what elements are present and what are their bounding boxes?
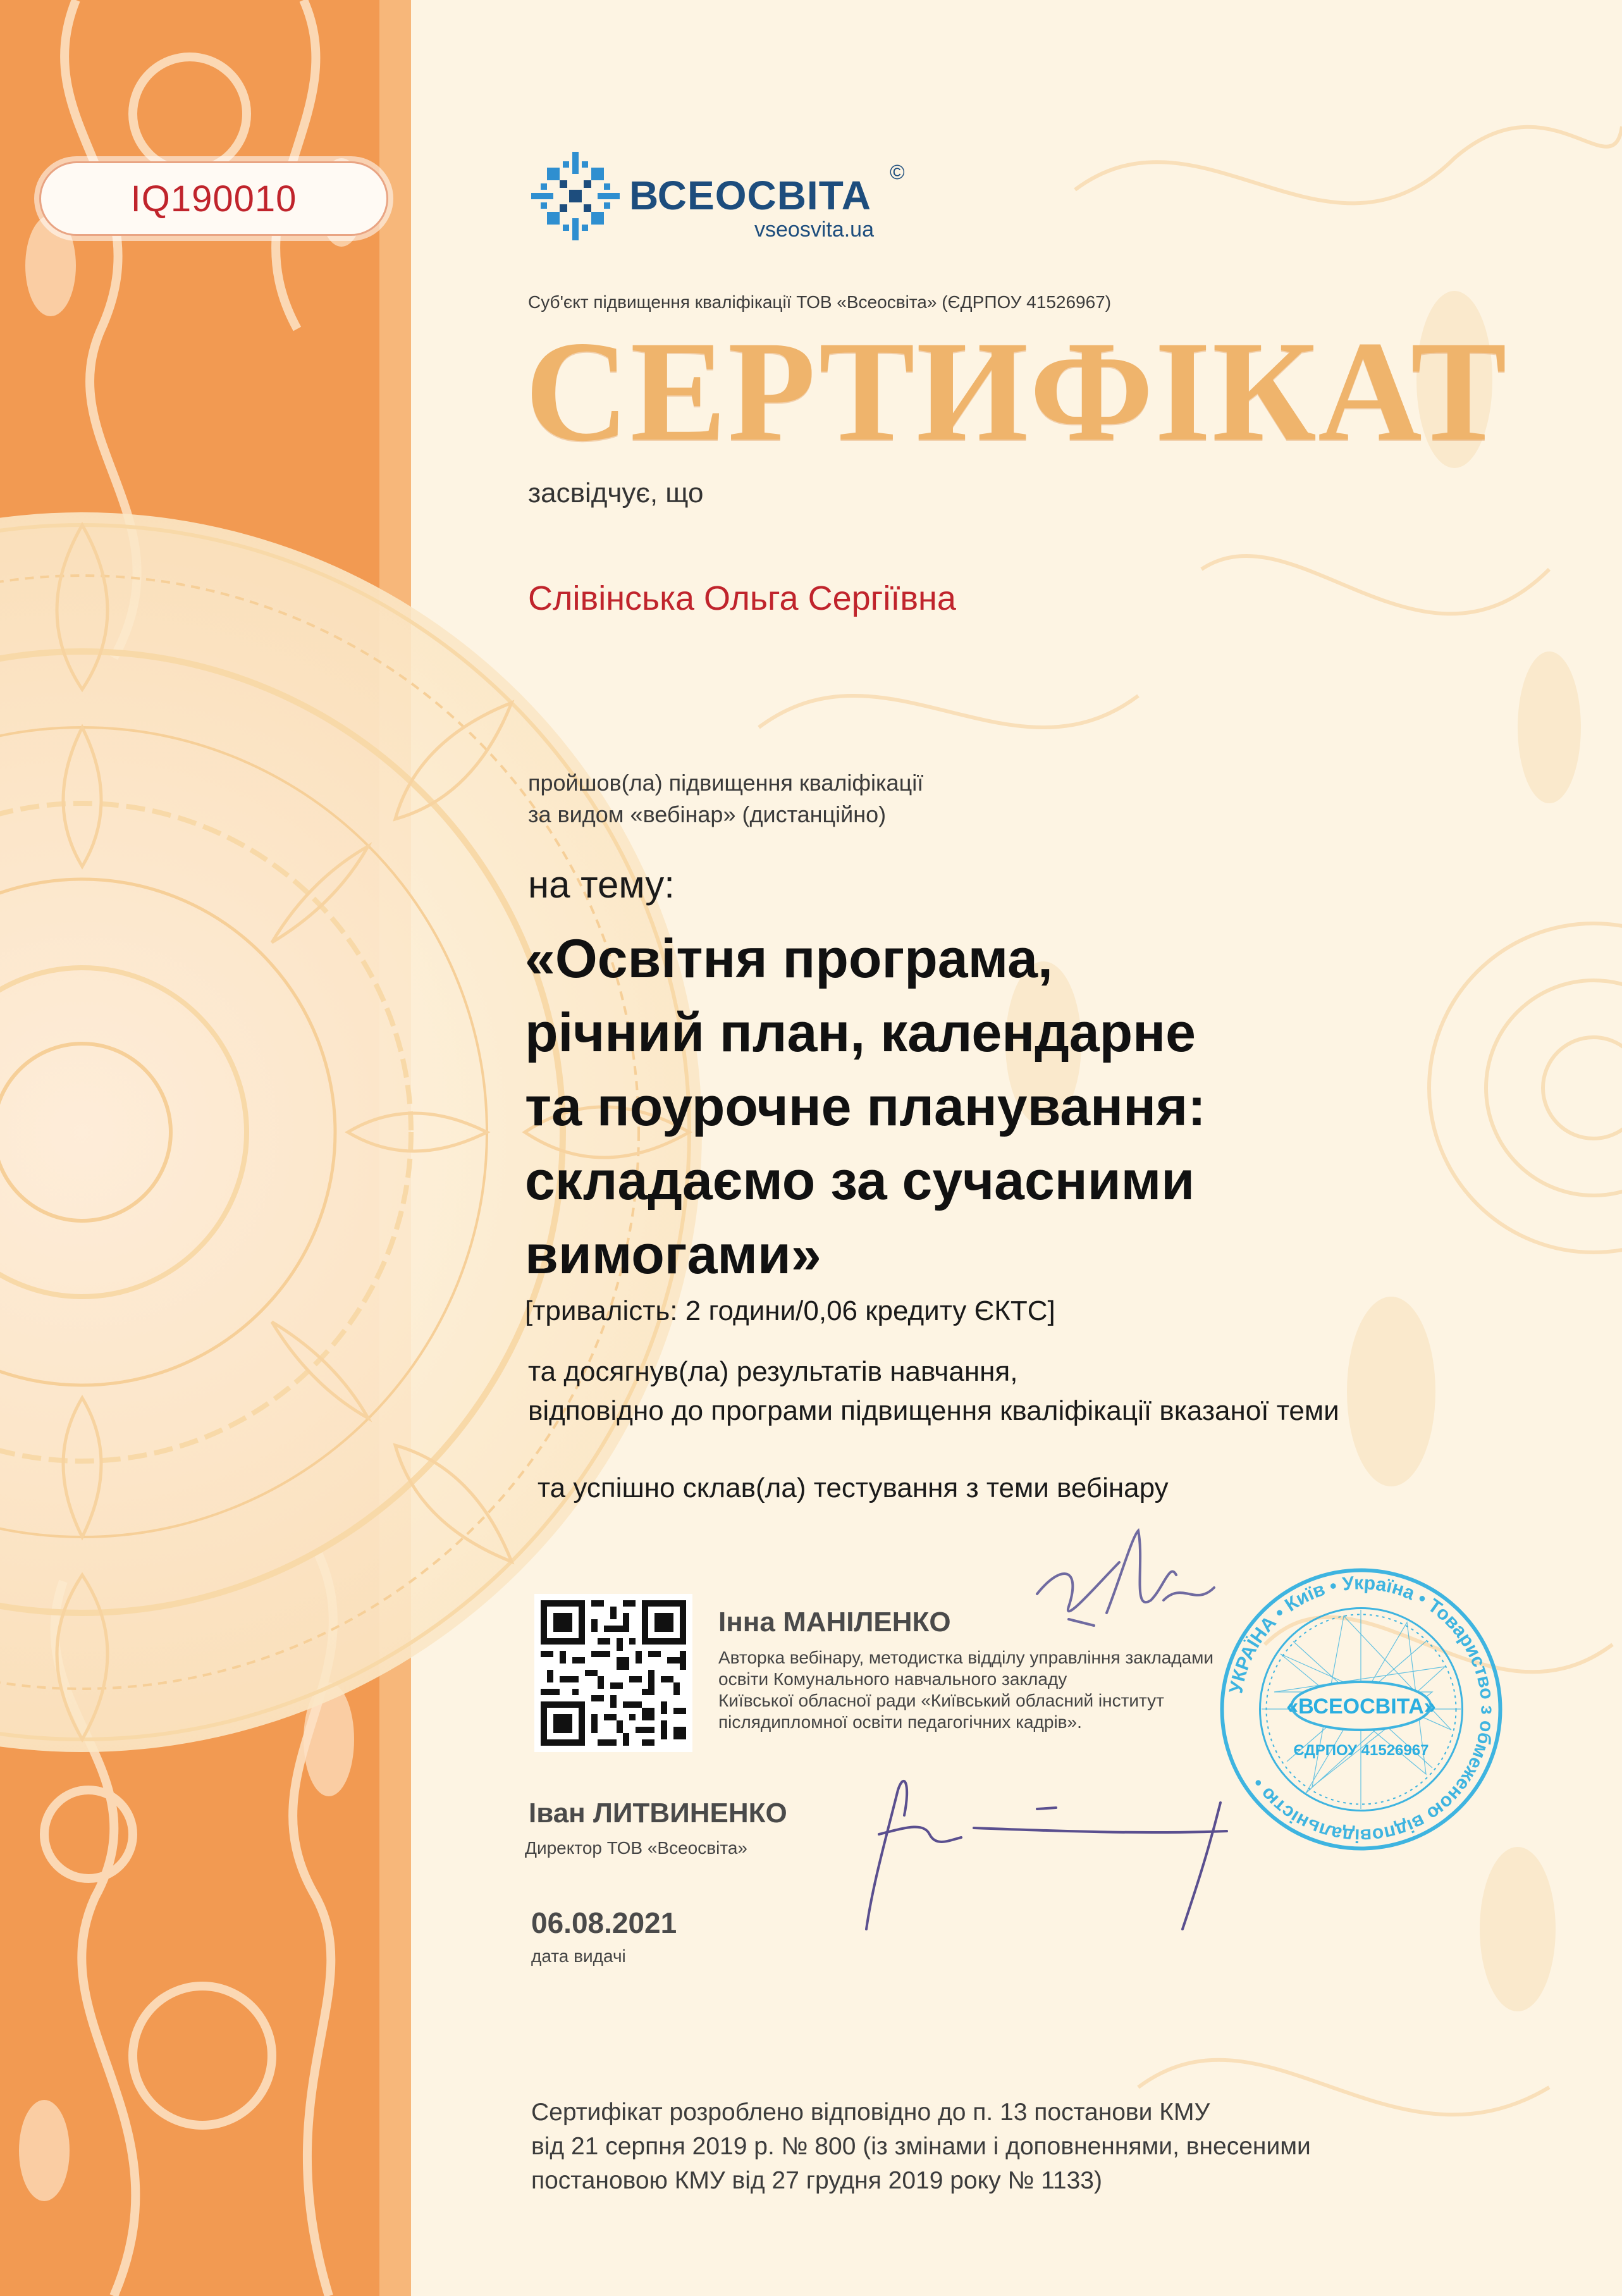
achievement-text (528, 1352, 1339, 1431)
vseosvita-logo (528, 145, 920, 247)
topic-line: складаємо за сучасними (525, 1151, 1195, 1211)
attests-text: засвідчує, що (528, 478, 704, 509)
completion-line: за видом «вебінар» (дистанційно) (528, 801, 887, 827)
stamp-center-text: «ВСЕОСВІТА» (1286, 1694, 1436, 1719)
author-role (718, 1647, 1213, 1733)
director-name: Іван ЛИТВИНЕНКО (529, 1798, 787, 1829)
author-role-line: Київської обласної ради «Київський обласний інститут (718, 1691, 1164, 1710)
author-signature (1024, 1524, 1233, 1651)
official-stamp (1217, 1565, 1505, 1853)
issue-date-label: дата видачі (531, 1946, 626, 1966)
author-role-line: Авторка вебінару, методистка відділу управління закладами (718, 1648, 1214, 1667)
duration-text: [тривалість: 2 години/0,06 кредиту ЄКТС] (525, 1295, 1055, 1326)
legal-footnote (531, 2095, 1311, 2198)
logo-wordmark: ВСЕОСВІТА (629, 173, 871, 218)
completion-line: пройшов(ла) підвищення кваліфікації (528, 770, 924, 796)
footnote-line: постановою КМУ від 27 грудня 2019 року № 1133) (531, 2167, 1102, 2194)
certificate-id: IQ190010 (130, 178, 297, 219)
stamp-code-text: ЄДРПОУ 41526967 (1293, 1742, 1429, 1759)
completion-text (528, 767, 923, 830)
qr-code[interactable] (534, 1594, 692, 1752)
topic-line: «Освітня програма, (525, 929, 1053, 989)
issue-date: 06.08.2021 (531, 1906, 677, 1939)
snowflake-logo-icon (528, 149, 623, 244)
author-role-line: освіти Комунального навчального закладу (718, 1669, 1067, 1689)
logo-url: vseosvita.ua (754, 218, 874, 242)
author-name: Інна МАНІЛЕНКО (718, 1607, 951, 1638)
certificate-id-badge (39, 161, 388, 236)
footnote-line: від 21 серпня 2019 р. № 800 (із змінами і доповненнями, внесеними (531, 2133, 1311, 2160)
certificate-title: СЕРТИФІКАТ (525, 312, 1508, 471)
topic-label: на тему: (528, 863, 675, 906)
director-role: Директор ТОВ «Всеосвіта» (525, 1838, 747, 1858)
topic-line: вимогами» (525, 1225, 821, 1285)
author-role-line: післядипломної освіти педагогічних кадрів». (718, 1712, 1082, 1732)
copyright-mark: © (890, 161, 905, 183)
director-signature (816, 1746, 1258, 1935)
achievement-line: та досягнув(ла) результатів навчання, (528, 1356, 1018, 1387)
footnote-line: Сертифікат розроблено відповідно до п. 13 постанови КМУ (531, 2099, 1210, 2126)
webinar-topic (525, 922, 1206, 1292)
topic-line: та поурочне планування: (525, 1077, 1206, 1137)
achievement-line: відповідно до програми підвищення кваліфікації вказаної теми (528, 1395, 1339, 1426)
testing-text: та успішно склав(ла) тестування з теми вебінару (538, 1472, 1169, 1503)
recipient-name: Слівінська Ольга Сергіївна (528, 579, 956, 617)
topic-line: річний план, календарне (525, 1003, 1196, 1063)
provider-line: Суб'єкт підвищення кваліфікації ТОВ «Всеосвіта» (ЄДРПОУ 41526967) (528, 292, 1112, 312)
stamp-ring-text: УКРАЇНА • Київ • Україна • Товариство з обмеженою відповідальністю • (1226, 1572, 1498, 1846)
